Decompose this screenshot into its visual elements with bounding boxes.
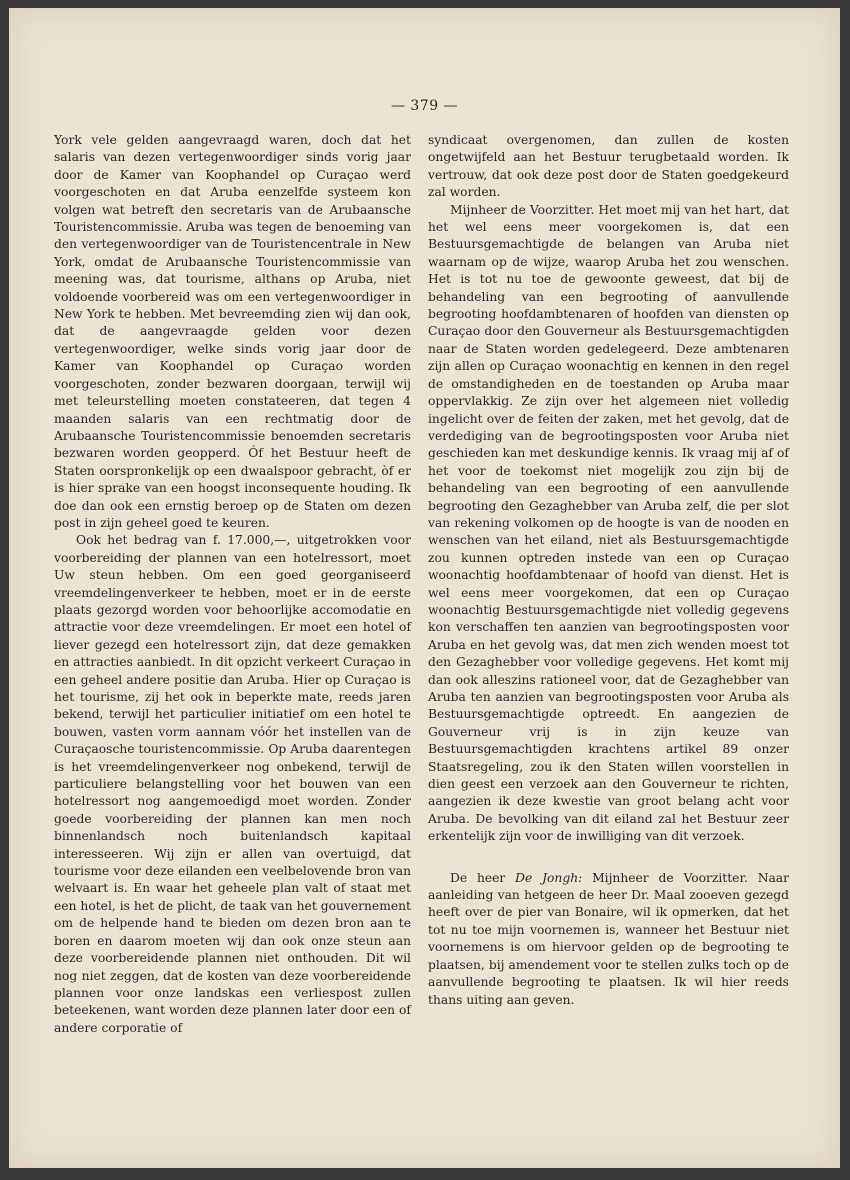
speech-text: Mijnheer de Voorzitter. Naar aanleiding van hetgeen de heer Dr. Maal zooeven gezegd heeft over de pier van Bonaire, wil ik opmerken, dat het tot nu toe mijn voornemen is, wanneer het Bestuur niet voornemens is om hiervoor gelden op de begrooting te plaatsen, bij amendement voor te stellen zulks toch op de aanvullende begrooting te plaatsen. Ik wil hier reeds thans uiting aan geven. [428, 870, 790, 1007]
speaker-paragraph [428, 870, 789, 1009]
paragraph: York vele gelden aangevraagd waren, doch dat het salaris van dezen vertegenwoordiger sinds vorig jaar door de Kamer van Koophandel op Curaçao werd voorgeschoten en dat Aruba eenzelfde systeem kon volgen wat betreft den secretaris van de Arubaansche Touristencommissie. Aruba was tegen de benoeming van den vertegenwoordiger van de Touristencentrale in New York, omdat de Arubaansche Touristencommissie van meening was, dat tourisme, althans op Aruba, niet voldoende voorbereid was om een vertegenwoordiger in New York te hebben. Met bevreemding zien wij dan ook, dat de aangevraagde gelden voor dezen vertegenwoordiger, welke sinds vorig jaar door de Kamer van Koophandel op Curaçao worden voorgeschoten, zonder bezwaren doorgaan, terwijl wij met teleurstelling moeten constateeren, dat tegen 4 maanden salaris van een rechtmatig door de Arubaansche Touristencommissie benoemden secretaris bezwaren worden geopperd. Óf het Bestuur heeft de Staten oorspronkelijk op een dwaalspoor gebracht, òf er is hier sprake van een hoogst inconsequente houding. Ik doe dan ook een ernstig beroep op de Staten om dezen post in zijn geheel goed te keuren. [54, 133, 411, 530]
left-column [54, 132, 411, 1037]
speaker-intro: De heer [450, 870, 516, 885]
paragraph: Ook het bedrag van f. 17.000,—, uitgetrokken voor voorbereiding der plannen van een hotelressort, moet Uw steun hebben. Om een goed georganiseerd vreemdelingenverkeer te hebben, moet er in de eerste plaats gezorgd worden voor behoorlijke accomodatie en attractie voor deze vreemdelingen. Er moet een hotel of liever gezegd een hotelressort zijn, dat deze gemakken en attracties aanbiedt. In dit opzicht verkeert Curaçao in een geheel andere positie dan Aruba. Hier op Curaçao is het tourisme, zij het ook in beperkte mate, reeds jaren bekend, terwijl het particulier initiatief om een hotel te bouwen, vasten vorm aannam vóór het instellen van de Curaçaosche touristencommissie. Op Aruba daarentegen is het vreemdelingenverkeer nog onbekend, terwijl de particuliere belangstelling voor het bouwen van een hotelressort nog aangemoedigd moet worden. Zonder goede voorbereiding der plannen kan men noch binnenlandsch noch buitenlandsch kapitaal interesseeren. Wij zijn er allen van overtuigd, dat tourisme voor deze eilanden een veelbelovende bron van welvaart is. En waar het geheele plan valt of staat met een hotel, is het de plicht, de taak van het gouvernement om de helpende hand te bieden om dezen bron aan te boren en daarom moeten wij dan ook onze steun aan deze voorbereidende plannen niet onthouden. Dit wil nog niet zeggen, dat de kosten van deze voorbereidende plannen voor onze landskas een verliespost zullen beteekenen, want worden deze plannen later door een of andere corporatie of [54, 533, 411, 1035]
paragraph: Mijnheer de Voorzitter. Het moet mij van het hart, dat het wel eens meer voorgekomen is, dat een Bestuursgemachtigde de belangen van Aruba niet waarnam op de wijze, waarop Aruba het zou wenschen. Het is tot nu toe de gewoonte geweest, dat bij de behandeling van een begrooting of aanvullende begrooting hoofdambtenaren of hoofden van diensten op Curaçao door den Gouverneur als Bestuursgemachtigden naar de Staten worden gedelegeerd. Deze ambtenaren zijn allen op Curaçao woonachtig en kennen in den regel de omstandigheden en de toestanden op Aruba maar oppervlakkig. Ze zijn over het algemeen niet volledig ingelicht over de feiten der zaken, met het gevolg, dat de verdediging van de begrootingsposten voor Aruba niet geschieden kan met deskundige kennis. Ik vraag mij af of het voor de toekomst niet mogelijk zou zijn bij de behandeling van een begrooting of een aanvullende begrooting den Gezaghebber van Aruba zelf, die per slot van rekening volkomen op de hoogte is van de nooden en wenschen van het eiland, niet als Bestuursgemachtigde zou kunnen optreden instede van een op Curaçao woonachtig hoofdambtenaar of hoofd van dienst. Het is wel eens meer voorgekomen, dat een op Curaçao woonachtig Bestuursgemachtigde niet volledig gegevens kon verschaffen ten aanzien van begrootingsposten voor Aruba en het gevolg was, dat men zich wenden moest tot den Gezaghebber voor volledige gegevens. Het komt mij dan ook alleszins rationeel voor, dat de Gezaghebber van Aruba ten aanzien van begrootingsposten voor Aruba als Bestuursgemachtigde optreedt. En aangezien de Gouverneur vrij is in zijn keuze van Bestuursgemachtigden krachtens artikel 89 onzer Staatsregeling, zou ik den Staten willen voorstellen in dien geest een verzoek aan den Gouverneur te richten, aangezien ik deze kwestie van groot belang acht voor Aruba. De bevolking van dit eiland zal het Bestuur zeer erkentelijk zijn voor de inwilliging van dit verzoek. [428, 202, 789, 844]
right-column [428, 132, 789, 1009]
page-number: — 379 — [390, 98, 459, 114]
document-page [9, 8, 840, 1168]
paragraph: syndicaat overgenomen, dan zullen de kosten ongetwijfeld aan het Bestuur terugbetaald worden. Ik vertrouw, dat ook deze post door de Staten goedgekeurd zal worden. [428, 133, 789, 200]
speaker-name: De Jongh: [515, 870, 583, 885]
